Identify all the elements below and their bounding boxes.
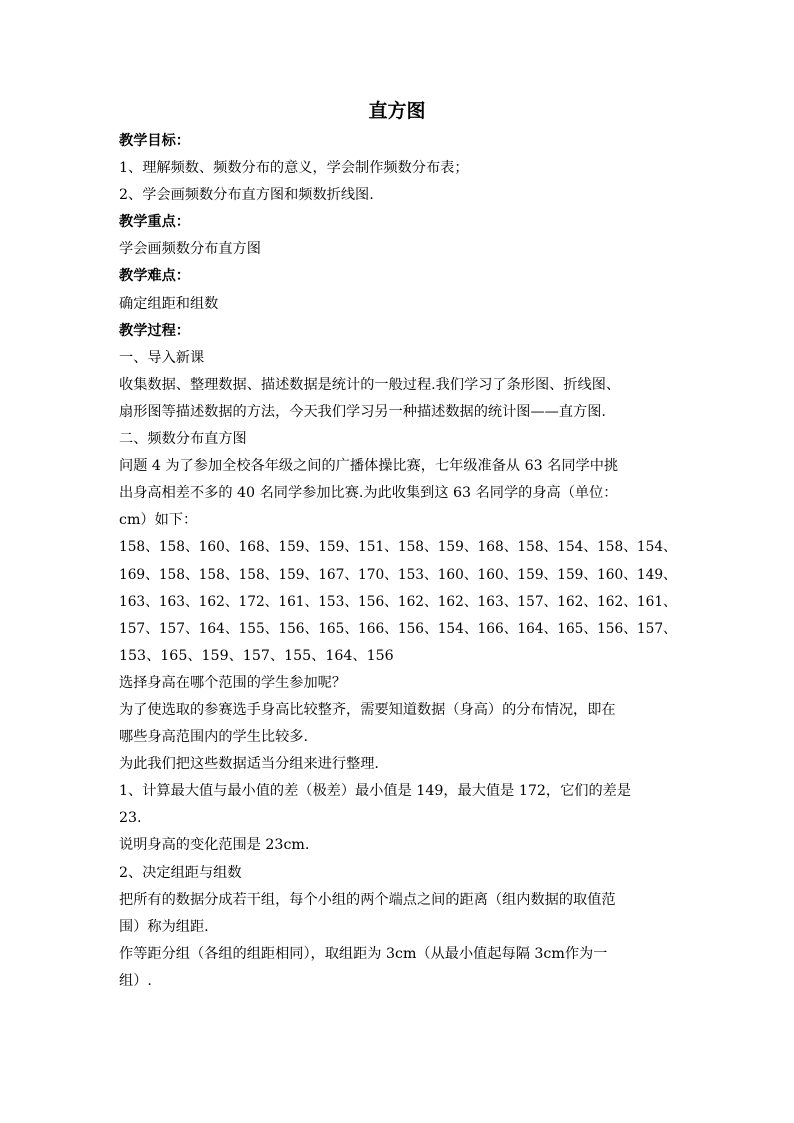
text-line: 把所有的数据分成若干组，每个小组的两个端点之间的距离（组内数据的取值范	[119, 891, 616, 908]
section-heading: 教学重点：	[119, 214, 190, 231]
text-line: 163、163、162、172、161、153、156、162、162、163、157、162、162、161、	[119, 593, 677, 610]
text-line: 为此我们把这些数据适当分组来进行整理.	[119, 756, 379, 773]
text-line: 选择身高在哪个范围的学生参加呢？	[119, 674, 347, 691]
text-line: 1、计算最大值与最小值的差（极差）最小值是 149，最大值是 172，它们的差是	[119, 783, 632, 800]
text-line: 组）.	[119, 972, 152, 989]
text-line: 23.	[119, 810, 142, 827]
text-line: 2、学会画频数分布直方图和频数折线图.	[119, 187, 374, 204]
text-line: 哪些身高范围内的学生比较多.	[119, 729, 308, 746]
text-line: 作等距分组（各组的组距相同），取组距为 3cm（从最小值起每隔 3cm作为一	[119, 945, 608, 962]
text-line: 出身高相差不多的 40 名同学参加比赛.为此收集到这 63 名同学的身高（单位：	[119, 485, 618, 502]
text-line: 158、158、160、168、159、159、151、158、159、168、158、154、158、154、	[119, 539, 677, 556]
text-line: cm）如下：	[119, 512, 198, 529]
text-line: 问题 4 为了参加全校各年级之间的广播体操比赛，七年级准备从 63 名同学中挑	[119, 458, 619, 475]
text-line: 围）称为组距.	[119, 918, 209, 935]
text-line: 说明身高的变化范围是 23cm.	[119, 837, 310, 854]
section-heading: 教学目标：	[119, 133, 190, 149]
text-line: 为了使选取的参赛选手身高比较整齐，需要知道数据（身高）的分布情况，即在	[119, 701, 616, 718]
text-line: 确定组距和组数	[119, 295, 219, 312]
text-line: 扇形图等描述数据的方法，今天我们学习另一种描述数据的统计图——直方图.	[119, 403, 606, 420]
section-heading: 教学难点：	[119, 268, 190, 285]
text-line: 169、158、158、158、159、167、170、153、160、160、159、159、160、149、	[119, 566, 677, 583]
text-line: 153、165、159、157、155、164、156	[119, 647, 394, 664]
document-body	[119, 128, 677, 995]
text-line: 157、157、164、155、156、165、166、156、154、166、164、165、156、157、	[119, 620, 677, 637]
text-line: 学会画频数分布直方图	[119, 241, 261, 258]
text-line: 2、决定组距与组数	[119, 864, 242, 881]
text-line: 收集数据、整理数据、描述数据是统计的一般过程.我们学习了条形图、折线图、	[119, 376, 621, 393]
text-line: 1、理解频数、频数分布的意义，学会制作频数分布表；	[119, 160, 469, 177]
section-heading: 教学过程：	[119, 322, 190, 339]
text-line: 二、频数分布直方图	[119, 431, 247, 448]
text-line: 一、导入新课	[119, 349, 205, 366]
document-title: 直方图	[368, 100, 426, 122]
